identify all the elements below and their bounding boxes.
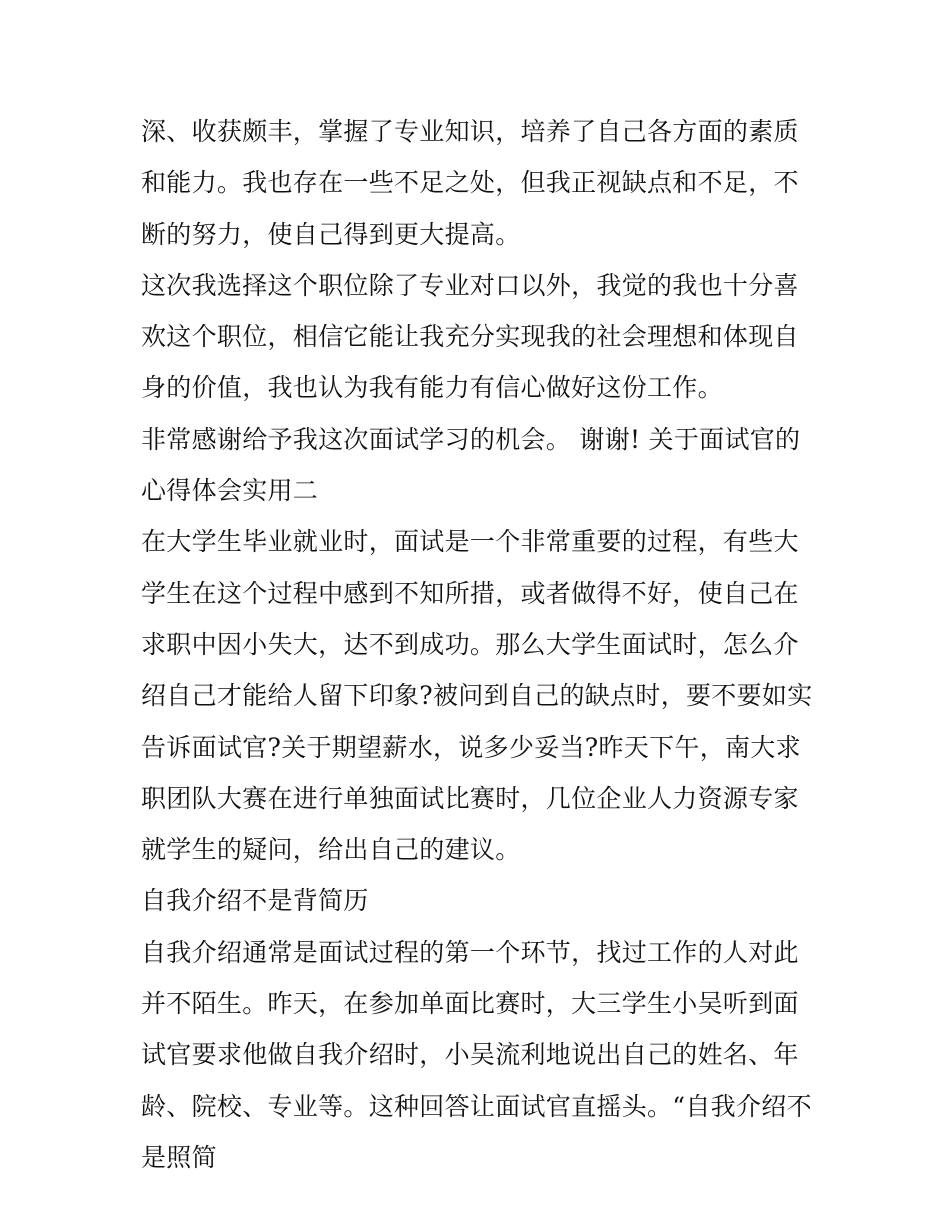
section-heading: 自我介绍不是背简历 [141, 886, 369, 916]
paragraph-5: 自我介绍通常是面试过程的第一个环节，找过工作的人对此并不陌生。昨天，在参加单面比赛时，大三学生小吴听到面试官要求他做自我介绍时，小吴流利地说出自己的姓名、年龄、院校、专业等。这种回答让面试官直摇头。“自我介绍不是照简 [141, 937, 812, 1172]
paragraph-2: 这次我选择这个职位除了专业对口以外，我觉的我也十分喜欢这个职位，相信它能让我充分实现我的社会理想和体现自身的价值，我也认为我有能力有信心做好这份工作。 [141, 270, 799, 403]
paragraph-4: 在大学生毕业就业时，面试是一个非常重要的过程，有些大学生在这个过程中感到不知所措，或者做得不好，使自己在求职中因小失大，达不到成功。那么大学生面试时，怎么介绍自己才能给人留下印象?被问到自己的缺点时，要不要如实告诉面试官?关于期望薪水，说多少妥当?昨天下午，南大求职团队大赛在进行单独面试比赛时，几位企业人力资源专家就学生的疑问，给出自己的建议。 [141, 527, 813, 865]
document-body [141, 106, 815, 1183]
paragraph-1: 深、收获颇丰，掌握了专业知识，培养了自己各方面的素质和能力。我也存在一些不足之处，但我正视缺点和不足，不断的努力，使自己得到更大提高。 [141, 117, 799, 249]
paragraph-3: 非常感谢给予我这次面试学习的机会。 谢谢! 关于面试官的心得体会实用二 [141, 424, 801, 506]
